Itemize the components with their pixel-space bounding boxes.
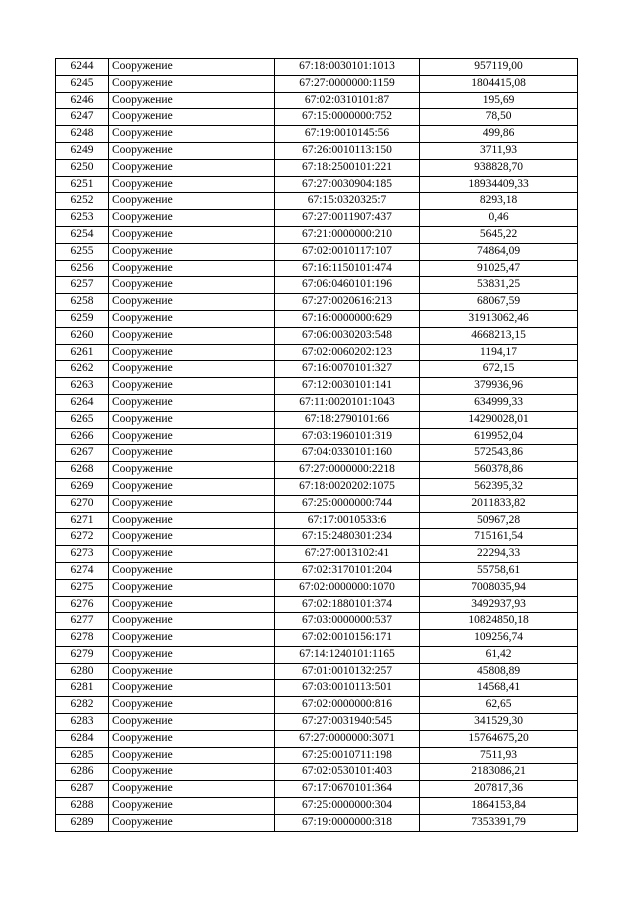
object-type-cell: Сооружение (109, 512, 275, 529)
cadastral-number-cell: 67:26:0010113:150 (275, 142, 420, 159)
cadastral-number-cell: 67:25:0010711:198 (275, 747, 420, 764)
cadastral-number-cell: 67:02:0060202:123 (275, 344, 420, 361)
cadastral-value-cell: 10824850,18 (420, 613, 578, 630)
object-type-cell: Сооружение (109, 260, 275, 277)
object-type-cell: Сооружение (109, 126, 275, 143)
cadastral-value-cell: 50967,28 (420, 512, 578, 529)
cadastral-value-cell: 499,86 (420, 126, 578, 143)
cadastral-number-cell: 67:16:1150101:474 (275, 260, 420, 277)
cadastral-number-cell: 67:17:0010533:6 (275, 512, 420, 529)
row-number-cell: 6269 (56, 478, 109, 495)
row-number-cell: 6280 (56, 663, 109, 680)
cadastral-value-cell: 31913062,46 (420, 310, 578, 327)
table-row (56, 562, 578, 579)
object-type-cell: Сооружение (109, 781, 275, 798)
object-type-cell: Сооружение (109, 210, 275, 227)
row-number-cell: 6254 (56, 226, 109, 243)
row-number-cell: 6262 (56, 361, 109, 378)
table-row (56, 462, 578, 479)
table-row (56, 159, 578, 176)
cadastral-value-cell: 7511,93 (420, 747, 578, 764)
object-type-cell: Сооружение (109, 596, 275, 613)
row-number-cell: 6256 (56, 260, 109, 277)
object-type-cell: Сооружение (109, 764, 275, 781)
cadastral-number-cell: 67:15:0320325:7 (275, 193, 420, 210)
table-row (56, 193, 578, 210)
row-number-cell: 6273 (56, 546, 109, 563)
cadastral-value-cell: 2183086,21 (420, 764, 578, 781)
row-number-cell: 6266 (56, 428, 109, 445)
table-row (56, 126, 578, 143)
object-type-cell: Сооружение (109, 747, 275, 764)
cadastral-value-cell: 560378,86 (420, 462, 578, 479)
row-number-cell: 6251 (56, 176, 109, 193)
row-number-cell: 6268 (56, 462, 109, 479)
table-row (56, 75, 578, 92)
table-row (56, 478, 578, 495)
table-row (56, 445, 578, 462)
cadastral-value-cell: 562395,32 (420, 478, 578, 495)
row-number-cell: 6272 (56, 529, 109, 546)
cadastral-value-cell: 7008035,94 (420, 579, 578, 596)
row-number-cell: 6278 (56, 630, 109, 647)
cadastral-value-cell: 379936,96 (420, 378, 578, 395)
table-row (56, 294, 578, 311)
cadastral-number-cell: 67:02:3170101:204 (275, 562, 420, 579)
object-type-cell: Сооружение (109, 361, 275, 378)
cadastral-value-cell: 55758,61 (420, 562, 578, 579)
cadastral-number-cell: 67:27:0020616:213 (275, 294, 420, 311)
cadastral-number-cell: 67:27:0011907:437 (275, 210, 420, 227)
cadastral-value-cell: 619952,04 (420, 428, 578, 445)
table-row (56, 579, 578, 596)
object-type-cell: Сооружение (109, 378, 275, 395)
object-type-cell: Сооружение (109, 109, 275, 126)
row-number-cell: 6260 (56, 327, 109, 344)
object-type-cell: Сооружение (109, 478, 275, 495)
cadastral-number-cell: 67:11:0020101:1043 (275, 394, 420, 411)
cadastral-number-cell: 67:27:0031940:545 (275, 714, 420, 731)
cadastral-number-cell: 67:27:0013102:41 (275, 546, 420, 563)
cadastral-value-cell: 18934409,33 (420, 176, 578, 193)
cadastral-number-cell: 67:18:0030101:1013 (275, 59, 420, 76)
table-row (56, 428, 578, 445)
row-number-cell: 6250 (56, 159, 109, 176)
table-row (56, 378, 578, 395)
table-row (56, 327, 578, 344)
object-type-cell: Сооружение (109, 579, 275, 596)
row-number-cell: 6285 (56, 747, 109, 764)
registry-table-body (56, 59, 578, 832)
table-row (56, 764, 578, 781)
row-number-cell: 6253 (56, 210, 109, 227)
cadastral-value-cell: 53831,25 (420, 277, 578, 294)
row-number-cell: 6255 (56, 243, 109, 260)
row-number-cell: 6284 (56, 730, 109, 747)
object-type-cell: Сооружение (109, 630, 275, 647)
table-row (56, 394, 578, 411)
cadastral-value-cell: 572543,86 (420, 445, 578, 462)
object-type-cell: Сооружение (109, 814, 275, 831)
row-number-cell: 6281 (56, 680, 109, 697)
cadastral-value-cell: 78,50 (420, 109, 578, 126)
row-number-cell: 6289 (56, 814, 109, 831)
table-row (56, 361, 578, 378)
table-row (56, 243, 578, 260)
row-number-cell: 6274 (56, 562, 109, 579)
object-type-cell: Сооружение (109, 176, 275, 193)
row-number-cell: 6246 (56, 92, 109, 109)
cadastral-value-cell: 3711,93 (420, 142, 578, 159)
object-type-cell: Сооружение (109, 428, 275, 445)
object-type-cell: Сооружение (109, 445, 275, 462)
object-type-cell: Сооружение (109, 75, 275, 92)
row-number-cell: 6248 (56, 126, 109, 143)
cadastral-number-cell: 67:27:0030904:185 (275, 176, 420, 193)
cadastral-value-cell: 3492937,93 (420, 596, 578, 613)
table-row (56, 630, 578, 647)
cadastral-number-cell: 67:16:0070101:327 (275, 361, 420, 378)
row-number-cell: 6247 (56, 109, 109, 126)
table-row (56, 529, 578, 546)
cadastral-number-cell: 67:19:0000000:318 (275, 814, 420, 831)
row-number-cell: 6245 (56, 75, 109, 92)
cadastral-number-cell: 67:02:0000000:816 (275, 697, 420, 714)
object-type-cell: Сооружение (109, 680, 275, 697)
cadastral-value-cell: 14568,41 (420, 680, 578, 697)
cadastral-value-cell: 0,46 (420, 210, 578, 227)
object-type-cell: Сооружение (109, 243, 275, 260)
object-type-cell: Сооружение (109, 613, 275, 630)
table-row (56, 747, 578, 764)
cadastral-number-cell: 67:27:0000000:2218 (275, 462, 420, 479)
table-row (56, 546, 578, 563)
row-number-cell: 6244 (56, 59, 109, 76)
cadastral-number-cell: 67:18:0020202:1075 (275, 478, 420, 495)
cadastral-value-cell: 207817,36 (420, 781, 578, 798)
row-number-cell: 6270 (56, 495, 109, 512)
cadastral-number-cell: 67:15:2480301:234 (275, 529, 420, 546)
cadastral-value-cell: 5645,22 (420, 226, 578, 243)
object-type-cell: Сооружение (109, 92, 275, 109)
table-row (56, 697, 578, 714)
row-number-cell: 6276 (56, 596, 109, 613)
table-row (56, 714, 578, 731)
table-row (56, 798, 578, 815)
cadastral-number-cell: 67:25:0000000:304 (275, 798, 420, 815)
object-type-cell: Сооружение (109, 663, 275, 680)
cadastral-number-cell: 67:02:0010156:171 (275, 630, 420, 647)
table-row (56, 310, 578, 327)
table-row (56, 210, 578, 227)
cadastral-number-cell: 67:02:1880101:374 (275, 596, 420, 613)
object-type-cell: Сооружение (109, 142, 275, 159)
object-type-cell: Сооружение (109, 495, 275, 512)
cadastral-value-cell: 22294,33 (420, 546, 578, 563)
cadastral-value-cell: 715161,54 (420, 529, 578, 546)
object-type-cell: Сооружение (109, 327, 275, 344)
row-number-cell: 6275 (56, 579, 109, 596)
cadastral-value-cell: 109256,74 (420, 630, 578, 647)
object-type-cell: Сооружение (109, 394, 275, 411)
object-type-cell: Сооружение (109, 294, 275, 311)
cadastral-number-cell: 67:01:0010132:257 (275, 663, 420, 680)
cadastral-number-cell: 67:15:0000000:752 (275, 109, 420, 126)
table-row (56, 495, 578, 512)
row-number-cell: 6286 (56, 764, 109, 781)
row-number-cell: 6263 (56, 378, 109, 395)
cadastral-number-cell: 67:12:0030101:141 (275, 378, 420, 395)
cadastral-value-cell: 957119,00 (420, 59, 578, 76)
cadastral-value-cell: 45808,89 (420, 663, 578, 680)
object-type-cell: Сооружение (109, 310, 275, 327)
object-type-cell: Сооружение (109, 546, 275, 563)
cadastral-value-cell: 62,65 (420, 697, 578, 714)
table-row (56, 781, 578, 798)
cadastral-value-cell: 1804415,08 (420, 75, 578, 92)
row-number-cell: 6277 (56, 613, 109, 630)
row-number-cell: 6258 (56, 294, 109, 311)
row-number-cell: 6267 (56, 445, 109, 462)
cadastral-number-cell: 67:03:1960101:319 (275, 428, 420, 445)
table-row (56, 512, 578, 529)
row-number-cell: 6283 (56, 714, 109, 731)
cadastral-value-cell: 341529,30 (420, 714, 578, 731)
cadastral-value-cell: 91025,47 (420, 260, 578, 277)
cadastral-number-cell: 67:27:0000000:3071 (275, 730, 420, 747)
row-number-cell: 6288 (56, 798, 109, 815)
cadastral-number-cell: 67:02:0310101:87 (275, 92, 420, 109)
cadastral-value-cell: 74864,09 (420, 243, 578, 260)
object-type-cell: Сооружение (109, 159, 275, 176)
row-number-cell: 6259 (56, 310, 109, 327)
cadastral-value-cell: 15764675,20 (420, 730, 578, 747)
object-type-cell: Сооружение (109, 562, 275, 579)
row-number-cell: 6261 (56, 344, 109, 361)
cadastral-number-cell: 67:02:0010117:107 (275, 243, 420, 260)
cadastral-number-cell: 67:02:0000000:1070 (275, 579, 420, 596)
cadastral-value-cell: 68067,59 (420, 294, 578, 311)
row-number-cell: 6265 (56, 411, 109, 428)
row-number-cell: 6287 (56, 781, 109, 798)
cadastral-number-cell: 67:16:0000000:629 (275, 310, 420, 327)
table-row (56, 142, 578, 159)
cadastral-number-cell: 67:14:1240101:1165 (275, 646, 420, 663)
cadastral-value-cell: 195,69 (420, 92, 578, 109)
object-type-cell: Сооружение (109, 730, 275, 747)
table-row (56, 730, 578, 747)
row-number-cell: 6252 (56, 193, 109, 210)
cadastral-number-cell: 67:06:0030203:548 (275, 327, 420, 344)
table-row (56, 646, 578, 663)
cadastral-value-cell: 8293,18 (420, 193, 578, 210)
object-type-cell: Сооружение (109, 344, 275, 361)
row-number-cell: 6249 (56, 142, 109, 159)
table-row (56, 59, 578, 76)
object-type-cell: Сооружение (109, 697, 275, 714)
row-number-cell: 6264 (56, 394, 109, 411)
object-type-cell: Сооружение (109, 529, 275, 546)
cadastral-value-cell: 4668213,15 (420, 327, 578, 344)
cadastral-number-cell: 67:06:0460101:196 (275, 277, 420, 294)
table-row (56, 814, 578, 831)
object-type-cell: Сооружение (109, 193, 275, 210)
table-row (56, 411, 578, 428)
cadastral-number-cell: 67:02:0530101:403 (275, 764, 420, 781)
cadastral-number-cell: 67:25:0000000:744 (275, 495, 420, 512)
table-row (56, 226, 578, 243)
row-number-cell: 6271 (56, 512, 109, 529)
cadastral-number-cell: 67:21:0000000:210 (275, 226, 420, 243)
property-registry-table (55, 58, 578, 832)
table-row (56, 663, 578, 680)
table-row (56, 277, 578, 294)
cadastral-value-cell: 7353391,79 (420, 814, 578, 831)
table-row (56, 613, 578, 630)
object-type-cell: Сооружение (109, 646, 275, 663)
cadastral-value-cell: 672,15 (420, 361, 578, 378)
cadastral-number-cell: 67:04:0330101:160 (275, 445, 420, 462)
cadastral-value-cell: 1864153,84 (420, 798, 578, 815)
object-type-cell: Сооружение (109, 277, 275, 294)
object-type-cell: Сооружение (109, 798, 275, 815)
object-type-cell: Сооружение (109, 714, 275, 731)
cadastral-number-cell: 67:03:0010113:501 (275, 680, 420, 697)
table-row (56, 176, 578, 193)
cadastral-number-cell: 67:27:0000000:1159 (275, 75, 420, 92)
table-row (56, 344, 578, 361)
table-row (56, 260, 578, 277)
table-row (56, 92, 578, 109)
cadastral-value-cell: 2011833,82 (420, 495, 578, 512)
cadastral-number-cell: 67:03:0000000:537 (275, 613, 420, 630)
table-row (56, 109, 578, 126)
cadastral-value-cell: 634999,33 (420, 394, 578, 411)
table-row (56, 680, 578, 697)
cadastral-number-cell: 67:19:0010145:56 (275, 126, 420, 143)
cadastral-number-cell: 67:17:0670101:364 (275, 781, 420, 798)
cadastral-number-cell: 67:18:2790101:66 (275, 411, 420, 428)
row-number-cell: 6279 (56, 646, 109, 663)
object-type-cell: Сооружение (109, 226, 275, 243)
cadastral-value-cell: 1194,17 (420, 344, 578, 361)
row-number-cell: 6257 (56, 277, 109, 294)
object-type-cell: Сооружение (109, 59, 275, 76)
object-type-cell: Сооружение (109, 411, 275, 428)
cadastral-number-cell: 67:18:2500101:221 (275, 159, 420, 176)
cadastral-value-cell: 61,42 (420, 646, 578, 663)
cadastral-value-cell: 14290028,01 (420, 411, 578, 428)
cadastral-value-cell: 938828,70 (420, 159, 578, 176)
row-number-cell: 6282 (56, 697, 109, 714)
table-row (56, 596, 578, 613)
object-type-cell: Сооружение (109, 462, 275, 479)
